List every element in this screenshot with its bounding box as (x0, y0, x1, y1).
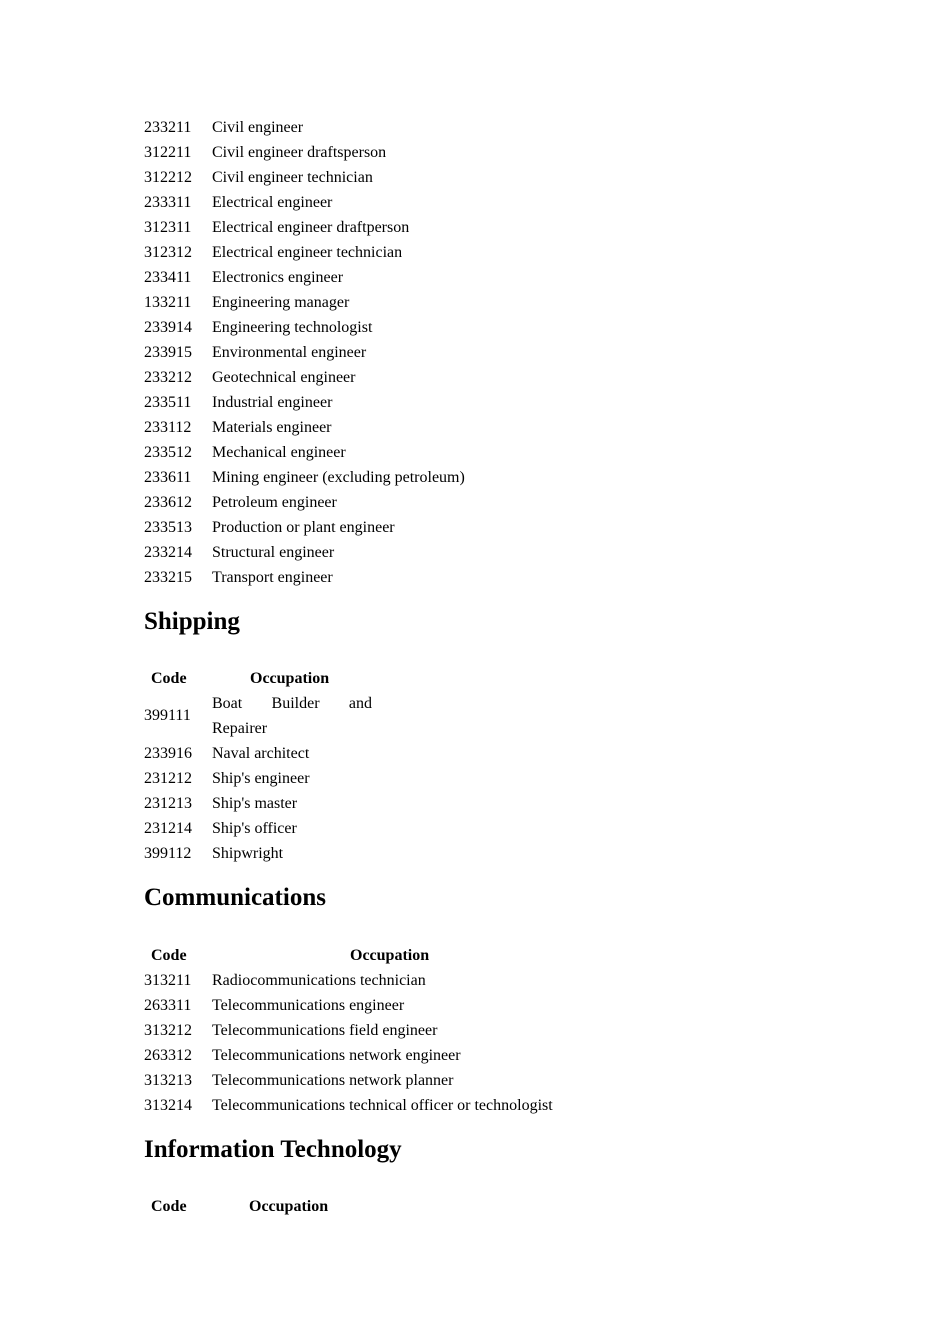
occupation-name: Engineering technologist (212, 319, 373, 336)
occupation-name: Electrical engineer draftperson (212, 219, 410, 236)
occupation-name: Electrical engineer technician (212, 244, 403, 261)
occupation-code: 312312 (144, 244, 192, 261)
column-header-occupation: Occupation (249, 1198, 329, 1215)
occupation-name: Civil engineer (212, 119, 304, 136)
occupation-name: Telecommunications technical officer or technologist (212, 1097, 553, 1114)
occupation-name: Civil engineer draftsperson (212, 144, 387, 161)
occupation-code: 263312 (144, 1047, 192, 1064)
occupation-name: Telecommunications network engineer (212, 1047, 461, 1064)
occupation-name: Telecommunications engineer (212, 997, 405, 1014)
occupation-name: Electrical engineer (212, 194, 333, 211)
occupation-name: Environmental engineer (212, 344, 367, 361)
occupation-name: Electronics engineer (212, 269, 344, 286)
occupation-name: Petroleum engineer (212, 494, 337, 511)
occupation-name: Mining engineer (excluding petroleum) (212, 469, 465, 486)
column-header-code: Code (151, 947, 187, 964)
occupation-code: 313214 (144, 1097, 192, 1114)
occupation-code: 313211 (144, 972, 192, 989)
occupation-name: Ship's master (212, 795, 298, 812)
occupation-code: 233411 (144, 269, 192, 286)
occupation-code: 313213 (144, 1072, 192, 1089)
occupation-code: 231212 (144, 770, 192, 787)
occupation-code: 231214 (144, 820, 192, 837)
occupation-code: 233311 (144, 194, 192, 211)
occupation-name: Transport engineer (212, 569, 333, 586)
occupation-name: Geotechnical engineer (212, 369, 356, 386)
occupation-code: 133211 (144, 294, 192, 311)
occupation-code: 233916 (144, 745, 192, 762)
occupation-name: Civil engineer technician (212, 169, 373, 186)
column-header-occupation: Occupation (350, 947, 430, 964)
occupation-code: 233513 (144, 519, 192, 536)
section-heading-information-technology: Information Technology (144, 1136, 402, 1163)
occupation-code: 399112 (144, 845, 192, 862)
occupation-code: 312211 (144, 144, 192, 161)
occupation-name: Radiocommunications technician (212, 972, 426, 989)
occupation-name: Structural engineer (212, 544, 335, 561)
occupation-code: 233612 (144, 494, 192, 511)
occupation-code: 233214 (144, 544, 192, 561)
occupation-name: Mechanical engineer (212, 444, 346, 461)
occupation-code: 231213 (144, 795, 192, 812)
occupation-name: Materials engineer (212, 419, 332, 436)
section-heading-communications: Communications (144, 884, 326, 911)
occupation-name: Telecommunications network planner (212, 1072, 454, 1089)
occupation-name: Industrial engineer (212, 394, 333, 411)
occupation-code: 233915 (144, 344, 192, 361)
occupation-code: 233212 (144, 369, 192, 386)
column-header-code: Code (151, 1198, 187, 1215)
occupation-code: 263311 (144, 997, 192, 1014)
occupation-code: 313212 (144, 1022, 192, 1039)
occupation-code: 233211 (144, 119, 192, 136)
occupation-name: Telecommunications field engineer (212, 1022, 438, 1039)
occupation-name: Shipwright (212, 845, 284, 862)
occupation-name: Naval architect (212, 745, 310, 762)
occupation-code: 233611 (144, 469, 192, 486)
occupation-name: Ship's engineer (212, 770, 310, 787)
column-header-occupation: Occupation (250, 670, 330, 687)
occupation-code: 312212 (144, 169, 192, 186)
occupation-code: 233914 (144, 319, 192, 336)
occupation-code: 233215 (144, 569, 192, 586)
occupation-code: 233511 (144, 394, 192, 411)
section-heading-shipping: Shipping (144, 608, 240, 635)
occupation-name: Production or plant engineer (212, 519, 395, 536)
occupation-name: Boat Builder and Repairer (212, 695, 372, 737)
occupation-code: 399111 (144, 707, 191, 724)
occupation-name: Ship's officer (212, 820, 297, 837)
occupation-code: 312311 (144, 219, 192, 236)
occupation-code: 233112 (144, 419, 192, 436)
column-header-code: Code (151, 670, 187, 687)
occupation-code: 233512 (144, 444, 192, 461)
occupation-name: Engineering manager (212, 294, 350, 311)
